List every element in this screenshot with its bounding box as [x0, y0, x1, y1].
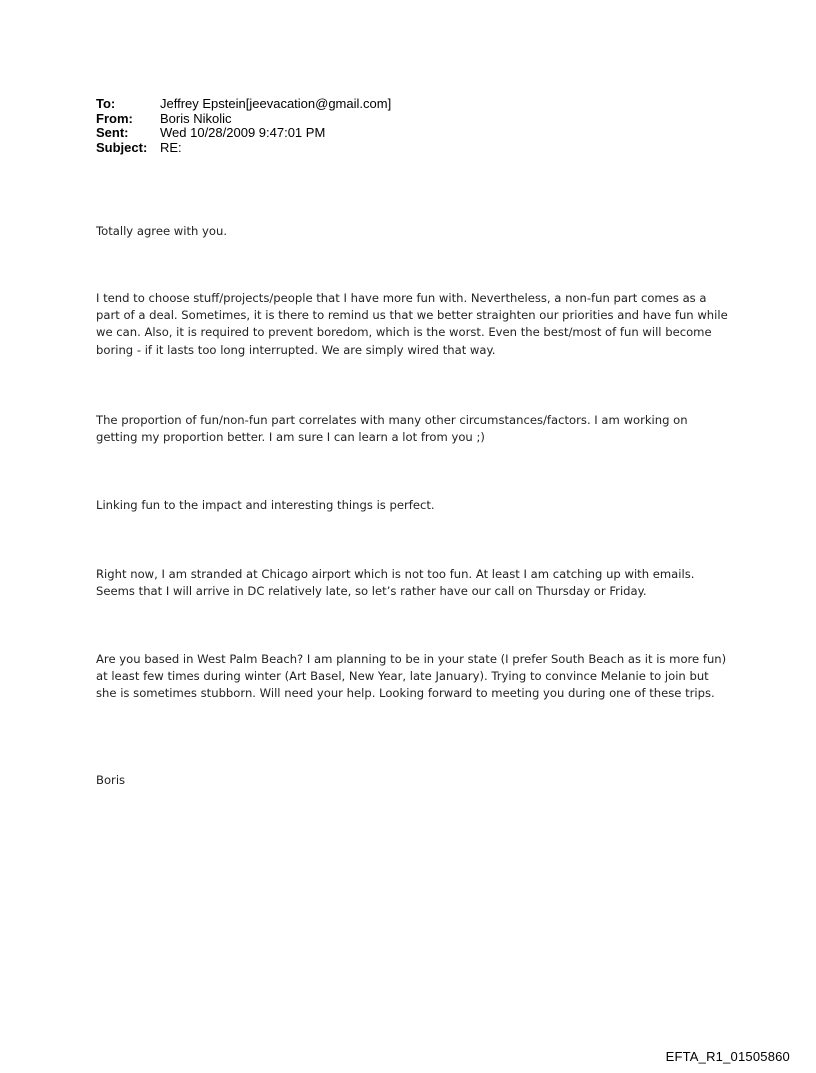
from-value: Boris Nikolic	[160, 110, 232, 126]
sent-value: Wed 10/28/2009 9:47:01 PM	[160, 125, 326, 140]
to-value: Jeffrey Epstein[jeevacation@gmail.com]	[160, 96, 392, 111]
subject-row	[96, 141, 391, 156]
from-label: From:	[96, 110, 133, 126]
sent-label: Sent:	[96, 125, 129, 140]
body-paragraph-4: Linking fun to the impact and interesting things is perfect.	[96, 498, 435, 512]
body-paragraph-5: Right now, I am stranded at Chicago airport which is not too fun. At least I am catching up with emails. Seems that I will arrive in DC relatively late, so let’s rather have our call on Thursday or Friday.	[96, 567, 695, 599]
signature: Boris	[96, 773, 126, 787]
subject-label: Subject:	[96, 139, 148, 155]
to-row	[96, 97, 391, 112]
body-paragraph-3: The proportion of fun/non-fun part correlates with many other circumstances/factors. I am working on getting my proportion better. I am sure I can learn a lot from you ;)	[96, 413, 688, 445]
subject-value: RE:	[160, 139, 182, 155]
body-paragraph-2: I tend to choose stuff/projects/people that I have more fun with. Nevertheless, a non-fun part comes as a part of a deal. Sometimes, it is there to remind us that we better straighten our priorities and have fun while we can. Also, it is required to prevent boredom, which is the worst. Even the best/most of fun will become boring - if it lasts too long interrupted. We are simply wired that way.	[96, 291, 728, 357]
to-label: To:	[96, 96, 116, 111]
document-id: EFTA_R1_01505860	[665, 1049, 790, 1064]
body-paragraph-1: Totally agree with you.	[96, 224, 228, 238]
from-row	[96, 112, 391, 127]
sent-row	[96, 126, 391, 141]
body-paragraph-6: Are you based in West Palm Beach? I am planning to be in your state (I prefer South Beach as it is more fun) at least few times during winter (Art Basel, New Year, late January). Trying to convince Melanie to join but she is sometimes stubborn. Will need your help. Looking forward to meeting you during one of these trips.	[96, 652, 727, 701]
email-header	[96, 97, 391, 155]
